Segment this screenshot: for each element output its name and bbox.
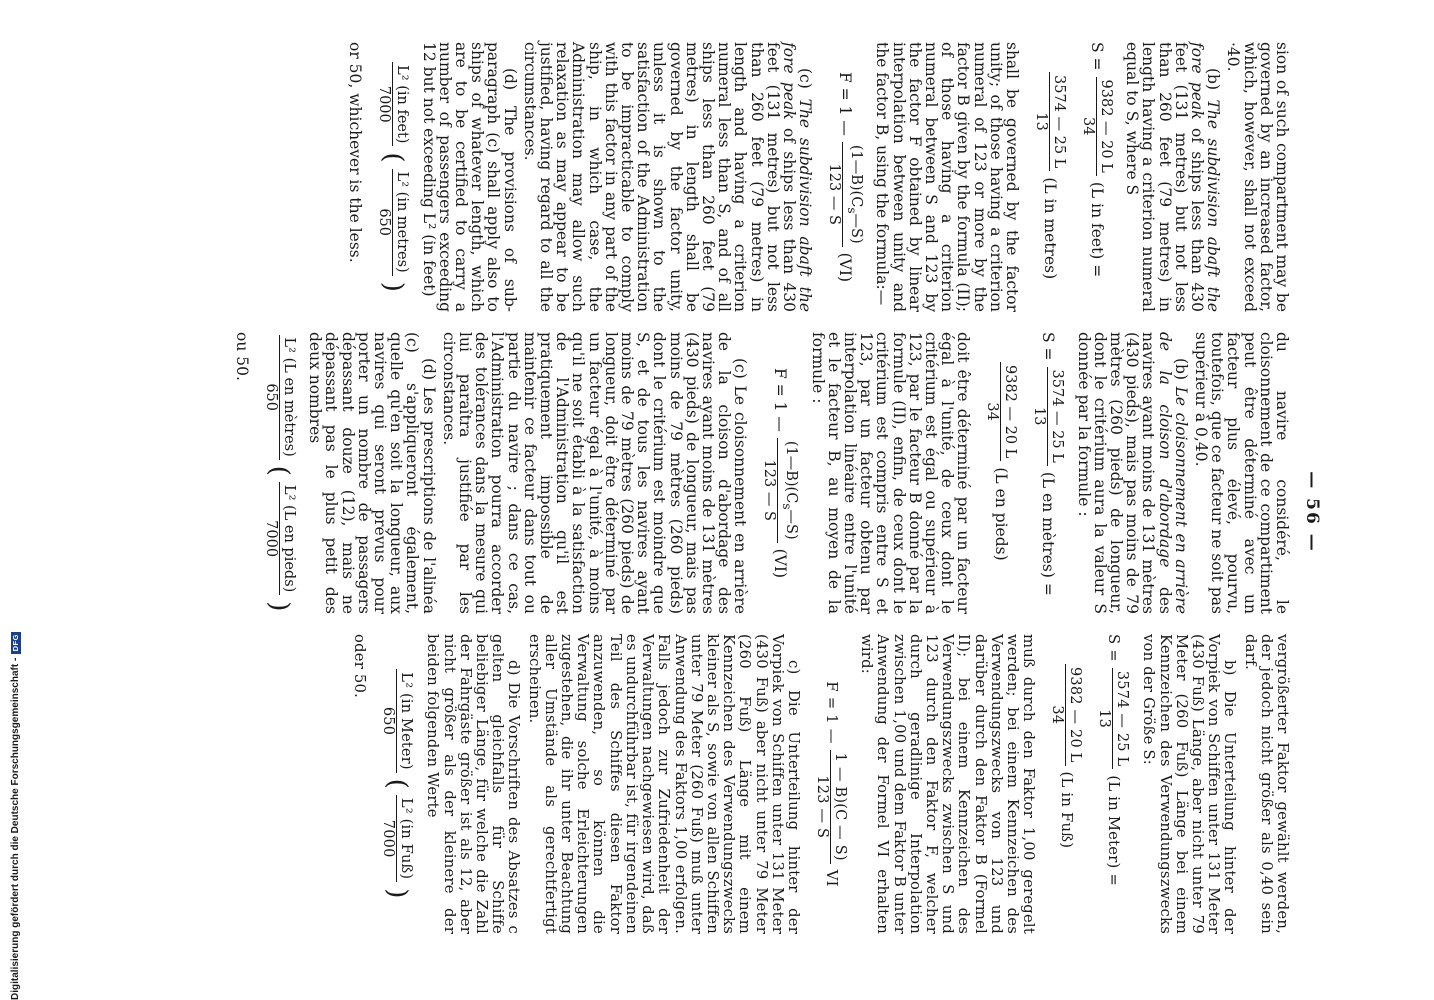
de-intro: vergrößerter Faktor gewählt werden, der jedoch nicht größer als 0,40 sein darf. (1241, 634, 1291, 934)
fr-formula-d: L² (L en mètres) 650 ( L² (L en pieds) 7000 ) (262, 332, 297, 614)
german-column (347, 634, 1290, 934)
en-c-heading: The subdivision abaft the fore peak (780, 42, 815, 312)
de-para-b: b) Die Unterteilung hinter der Vorpiek von Schiffen unter 131 Meter (430 Fuß) Länge, aber nicht unter 79 Meter (260 Fuß) Länge bei einem Kennzeichen des Verwendungszwecks von der Größe S: (1140, 634, 1239, 934)
en-formula-s-feet: S = 9382 — 20 L 34 (L in feet) = (1079, 42, 1114, 278)
en-formula-d: L² (in feet) 7000 ( L² (in metres) 650 ) (375, 42, 410, 312)
digitization-footer (10, 632, 21, 1000)
de-formula-s-meter: S = 3574 — 25 L 13 (L in Meter) = (1096, 634, 1131, 886)
fr-intro: du navire considéré, le cloisonnement de ce compartiment peut être déterminé avec un facteur plus élevé, pourvu, toutefois, que ce facteur ne soit pas supérieur à 0,40. (1191, 332, 1291, 614)
fr-formula-f: F = 1 — $(1—B)(C_s—S)$ 123 — S (VI) (761, 367, 800, 579)
de-para-b-cont: muß durch den Faktor 1,00 geregelt werden; bei einem Kennzeichen des Verwendungszwecks von 123 und darüber durch den Faktor B (Formel II); bei einem Kennzeichen des Verwendungszwecks zwischen S und 123 durch den Faktor F, welcher durch geradlinige Interpolation zwischen 1,00 und dem Faktor B unter Anwendung der Formel VI erhalten wird: (858, 634, 1038, 934)
fr-formula-s-metres: S = 3574 — 25 L 13 (L en mètres) = (1031, 332, 1066, 596)
de-para-c: c) Die Unterteilung hinter der Vorpiek von Schiffen unter 131 Meter (430 Fuß) aber nicht unter 79 Meter (260 Fuß) Länge mit einem Kennzeichen des Verwendungszwecks kleiner als S, sowie von allen Schiffen unter 79 Meter (260 Fuß) muß unter Anwendung des Faktors 1,00 erfolgen. Falls jedoch zur Zufriedenheit der Verwaltungen nachgewiesen wird, daß es undurchführbar ist, für irgendeinen Teil des Schiffes diesen Faktor anzuwenden, so können die Verwaltung solche Erleichterungen zugestehen, die ihr unter Beachtung aller Umstände als gerechtfertigt erscheinen. (525, 634, 802, 934)
de-para-d-end: oder 50. (351, 634, 369, 699)
fr-b-heading: Le cloisonnement en arrière de la cloison d'abordage (1155, 332, 1190, 615)
en-intro: sion of such compartment may be governed by an increased factor, which, however, shall not exceed ·40. (1224, 42, 1291, 312)
en-para-c: (c) The subdivision abaft the fore peak of ships less than 430 feet (131 metres) but not less than 260 feet (79 metres) in length and having a criterion numeral less than S, and of all ships less than 260 feet (79 metres) in length shall be governed by the factor unity, unless it is shown to the satisfaction of the Administration to be impracticable to comply with this factor in any part of the ship, in which case, the Administration may allow such relaxation as may appear to be justified, having regard to all the circumstances. (520, 42, 815, 313)
en-formula-s-metres: 3574 — 25 L 13 (L in metres) (1032, 42, 1067, 312)
en-formula-f: F = 1 — $(1—B)(C_s—S)$ 123 — S (VI) (826, 71, 865, 283)
dfg-logo-icon: DFG (11, 632, 21, 654)
english-column (343, 42, 1290, 312)
en-para-b-cont: shall be governed by the factor unity; of those having a criterion numeral of 123 or more by the factor B given by the formula (II); of those having a criterion numeral between S and 123 by the factor F obtained by linear interpolation between unity and the factor B, using the formula:— (873, 42, 1021, 312)
de-para-d: d) Die Vorschriften des Absatzes c gelten gleichfalls für Schiffe beliebiger Länge, für welche die Zahl der Fahrgäste größer ist als 12, aber nicht größer als der kleinere der beiden folgenden Werte (424, 634, 523, 934)
page-number: — 56 — (1302, 471, 1322, 553)
fr-para-b-cont: doit être déterminé par un facteur égal à l'unité, de ceux dont le critérium est égal ou supérieur à 123, par le facteur B donné par la formule (II), enfin, de ceux dont le critérium est compris entre S et 123, par un facteur obtenu par interpolation linéaire entre l'unité et le facteur B, au moyen de la formule : (808, 332, 973, 614)
footer-text: Digitalisierung gefördert durch die Deutsche Forschungsgemeinschaft - (10, 657, 21, 1000)
fr-para-c: (c) Le cloisonnement en arrière de la cloison d'abordage des navires ayant moins de 131 mètres (430 pieds) de longueur, mais pas moins de 79 mètres (260 pieds) dont le critérium est moindre que S, et de tous les navires ayant moins de 79 mètres (260 pieds) de longueur, doit être déterminé par un facteur égal à l'unité, à moins qu'il ne soit établi à la satisfaction de l'Administration qu'il est pratiquement impossible de maintenir ce facteur dans tout ou partie du navire ; dans ce cas, l'Administration pourra accorder des tolérances dans la mesure qui lui paraîtra justifiée par les circonstances. (439, 332, 750, 615)
en-para-d: (d) The provisions of sub-paragraph (c) shall apply also to ships of whatever length, which are to be certified to carry a number of passengers exceeding 12 but not exceeding L² (in feet) (419, 42, 519, 312)
de-formula-d: L² (in Meter) 650 ( L² (in Fuß) 7000 ) (379, 634, 414, 934)
de-formula-s-fuss: 9382 — 20 L 34 (L in Fuß) (1048, 634, 1083, 934)
french-column (230, 332, 1290, 614)
en-b-heading: The subdivision abaft the fore peak (1187, 42, 1223, 312)
fr-para-b: (b) Le cloisonnement en arrière de la cloison d'abordage des navires ayant moins de 131 mètres (430 pieds), mais pas moins de 79 mètres (260 pieds) de longueur, dont le critérium aura la valeur S donnée par la formule : (1074, 332, 1190, 615)
fr-para-d: (d) Les prescriptions de l'alinéa (c) s'appliqueront également, quelle qu'en soit la longueur, aux navires qui seront prévus pour porter un nombre de passagers dépassant douze (12), mais ne dépassant pas le plus petit des deux nombres (306, 332, 438, 614)
fr-para-d-end: ou 50. (232, 332, 251, 381)
de-formula-f: F = 1 — 1 — B)(C — S) 123 — S VI (813, 681, 848, 887)
fr-formula-s-pieds: 9382 — 20 L 34 (L en pieds) (983, 332, 1018, 614)
en-para-d-end: or 50, whichever is the less. (346, 42, 365, 263)
en-para-b: (b) The subdivision abaft the fore peak of ships less than 430 feet (131 metres) but not less than 260 feet (79 metres) in length having a criterion numeral equal to S, where S (1123, 42, 1223, 313)
document-page (110, 42, 1322, 972)
